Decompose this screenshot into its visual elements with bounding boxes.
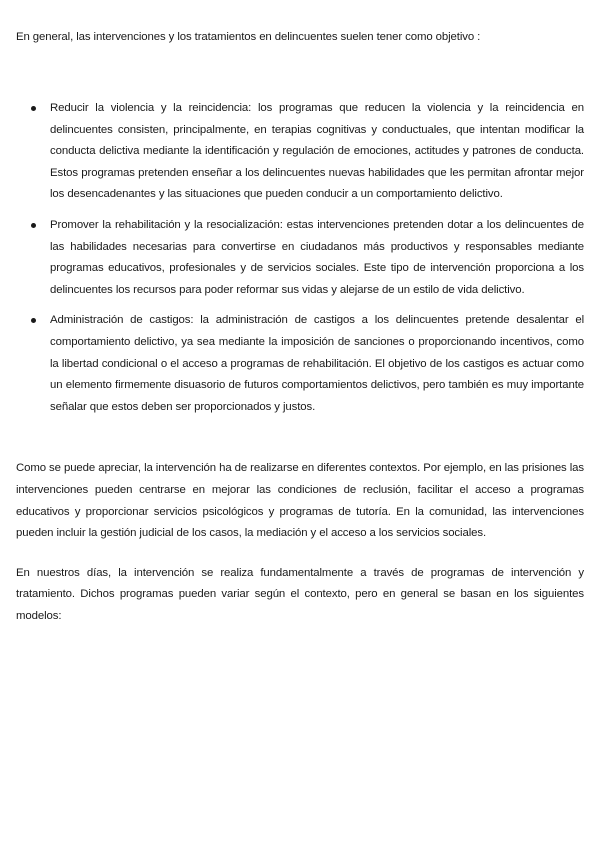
bullet-icon — [31, 106, 36, 111]
list-item — [16, 310, 584, 418]
objectives-list — [16, 98, 584, 418]
bullet-icon — [31, 318, 36, 323]
list-item-text: Promover la rehabilitación y la resocialización: estas intervenciones pretenden dotar a los delincuentes de las habilidades necesarias para convertirse en ciudadanos más productivos y responsables mediante programas educativos, profesionales y de servicios sociales. Este tipo de intervención proporciona a los delincuentes los recursos para poder reformar sus vidas y alejarse de un estilo de vida delictivo. — [50, 218, 584, 296]
list-item-text: Administración de castigos: la administración de castigos a los delincuentes pretende desalentar el comportamiento delictivo, ya sea mediante la imposición de sanciones o proporcionando incentivos, como la libertad condicional o el acceso a programas de rehabilitación. El objetivo de los castigos es actuar como un elemento firmemente disuasorio de futuros comportamientos delictivos, pero también es muy importante señalar que estos deben ser proporcionados y justos. — [50, 314, 584, 413]
body-paragraph: Como se puede apreciar, la intervención ha de realizarse en diferentes contextos. Por ejemplo, en las prisiones las intervenciones pueden centrarse en mejorar las condiciones de reclusión, facilitar el acceso a programas educativos y proporcionar servicios psicológicos y programas de tutoría. En la comunidad, las intervenciones pueden incluir la gestión judicial de los casos, la mediación y el acceso a los servicios sociales. — [16, 462, 584, 540]
body-paragraph: En nuestros días, la intervención se realiza fundamentalmente a través de programas de intervención y tratamiento. Dichos programas pueden variar según el contexto, pero en general se basan en los siguientes modelos: — [16, 566, 584, 622]
intro-paragraph: En general, las intervenciones y los tratamientos en delincuentes suelen tener como objetivo : — [16, 31, 481, 43]
bullet-icon — [31, 223, 36, 228]
list-item — [16, 215, 584, 301]
list-item — [16, 98, 584, 206]
list-item-text: Reducir la violencia y la reincidencia: los programas que reducen la violencia y la reincidencia en delincuentes consisten, principalmente, en terapias cognitivas y conductuales, que intentan modificar la conducta delictiva mediante la identificación y regulación de emociones, actitudes y patrones de conducta. Estos programas pretenden enseñar a los delincuentes nuevas habilidades que les permitan afrontar mejor los desencadenantes y las situaciones que pueden conducir a un comportamiento delictivo. — [50, 102, 584, 201]
